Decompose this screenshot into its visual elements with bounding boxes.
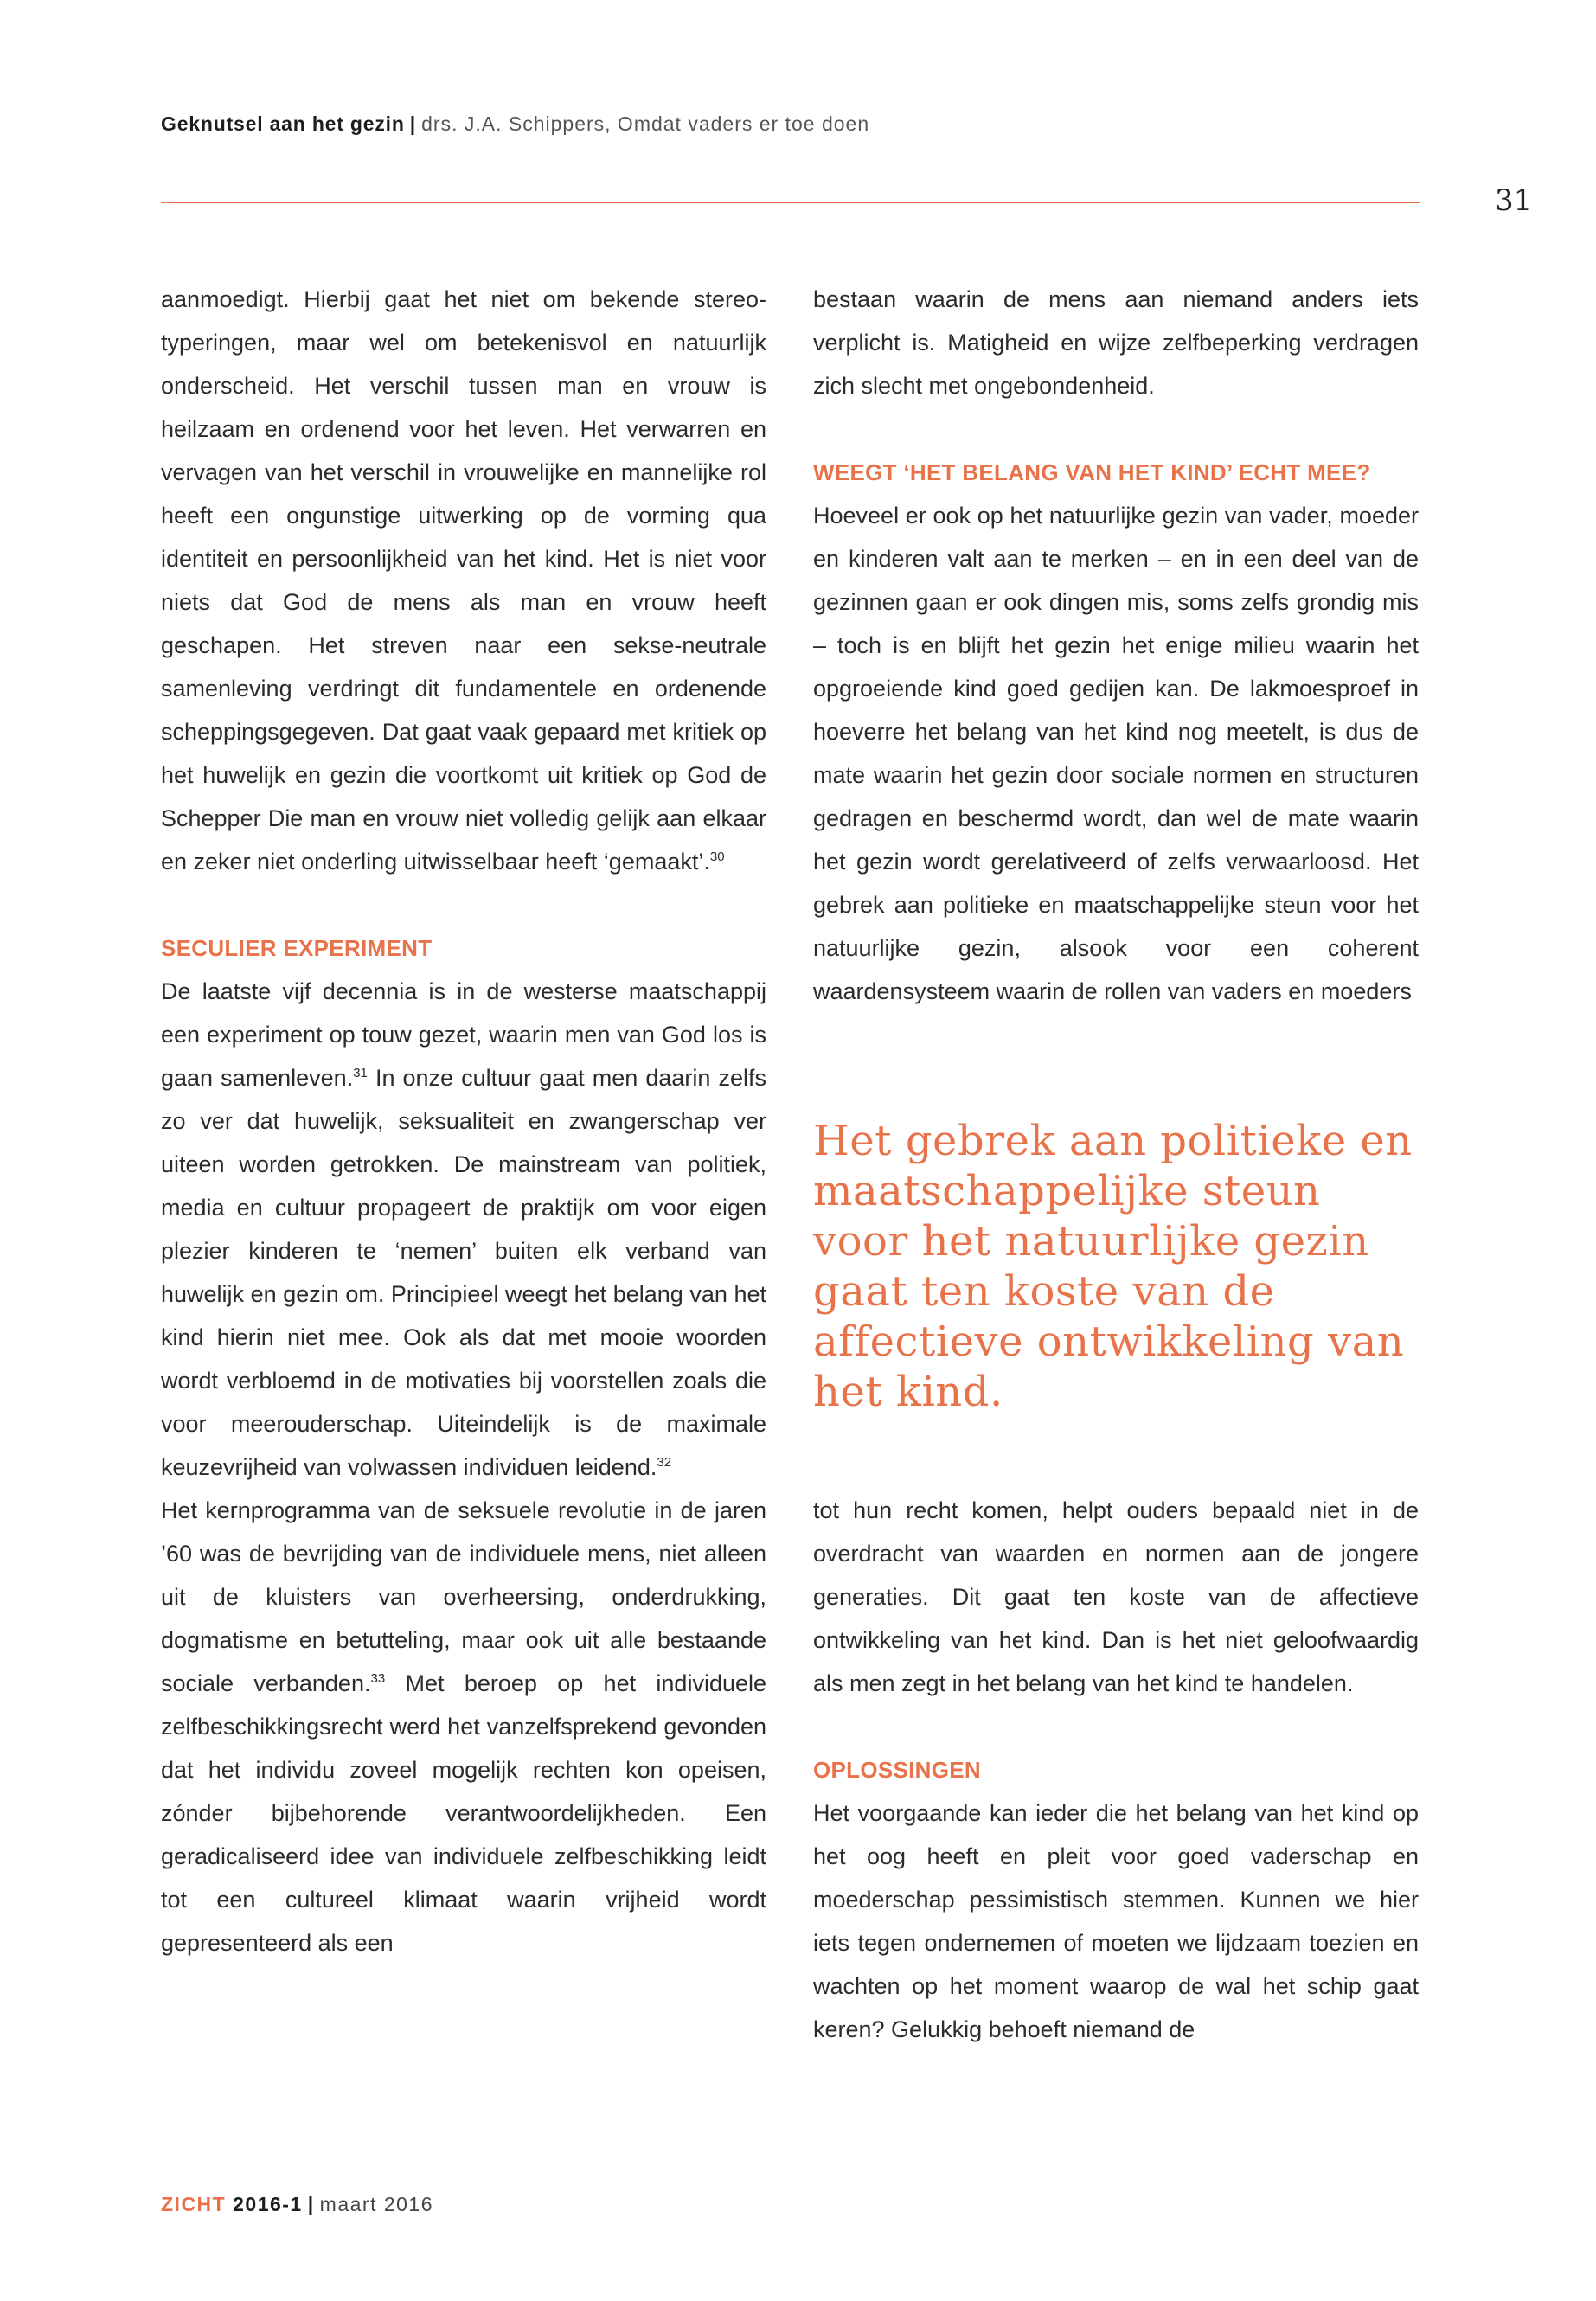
left-paragraph-3	[161, 1489, 766, 1965]
right-paragraph-1: bestaan waarin de mens aan niemand anders iets verplicht is. Matigheid en wijze zelfbeperking verdragen zich slecht met ongebondenheid.	[813, 286, 1419, 399]
header-subtitle: drs. J.A. Schippers, Omdat vaders er toe doen	[421, 112, 870, 135]
page-footer	[161, 2193, 433, 2216]
running-header	[161, 112, 869, 136]
right-paragraph-3: tot hun recht komen, helpt ouders bepaald niet in de overdracht van waarden en normen aan de jongere generaties. Dit gaat ten koste van de affectieve ontwikkeling van het kind. Dan is het niet geloofwaardig als men zegt in het belang van het kind te handelen.	[813, 1497, 1419, 1696]
page-number: 31	[1495, 183, 1533, 218]
section-heading-child-interest: WEEGT ‘HET BELANG VAN HET KIND’ ECHT MEE?	[813, 459, 1371, 485]
footnote-32: 32	[657, 1455, 672, 1470]
footer-separator: |	[307, 2193, 315, 2215]
header-separator: |	[409, 112, 417, 135]
header-title: Geknutsel aan het gezin	[161, 112, 405, 135]
left-paragraph-3a: Het kernprogramma van de seksuele revolutie in de jaren ’60 was de bevrijding van de individuele mens, niet alleen uit de kluisters van overheersing, onderdrukking, dogmatisme en betutteling, maar ook uit alle bestaande sociale verbanden.	[161, 1497, 766, 1696]
section-heading-solutions: OPLOSSINGEN	[813, 1757, 981, 1783]
left-column	[161, 278, 766, 1965]
left-paragraph-3b: Met beroep op het individuele zelfbeschikkingsrecht werd het vanzelfsprekend gevonden dat het individu zoveel mogelijk rechten kon opeisen, zónder bijbehorende verantwoordelijkheden. Een geradicaliseerd idee van individuele zelfbeschikking leidt tot een cultureel klimaat waarin vrijheid wordt gepresenteerd als een	[161, 1670, 767, 1956]
left-paragraph-1	[161, 278, 766, 883]
footer-issue: 2016-1	[233, 2193, 303, 2215]
right-paragraph-4: Het voorgaande kan ieder die het belang van het kind op het oog heeft en pleit voor goed vaderschap en moederschap pessimistisch stemmen. Kunnen we hier iets tegen ondernemen of moeten we lijdzaam toezien en wachten op het moment waarop de wal het schip gaat keren? Gelukkig behoeft niemand de	[813, 1800, 1419, 2042]
left-paragraph-2	[161, 970, 766, 1489]
footnote-30: 30	[709, 849, 725, 864]
footnote-31: 31	[353, 1066, 368, 1080]
footnote-33: 33	[370, 1671, 386, 1686]
header-rule	[161, 202, 1420, 203]
left-paragraph-1-text: aanmoedigt. Hierbij gaat het niet om bekende stereo-typeringen, maar wel om betekenisvol en natuurlijk onderscheid. Het verschil tussen man en vrouw is heilzaam en ordenend voor het leven. Het verwarren en vervagen van het verschil in vrouwelijke en mannelijke rol heeft een ongunstige uitwerking op de vorming qua identiteit en persoonlijkheid van het kind. Het is niet voor niets dat God de mens als man en vrouw heeft geschapen. Het streven naar een sekse-neutrale samenleving verdringt dit fundamentele en ordenende scheppingsgegeven. Dat gaat vaak gepaard met kritiek op het huwelijk en gezin die voortkomt uit kritiek op God de Schepper Die man en vrouw niet volledig gelijk aan elkaar en zeker niet onderling uitwisselbaar heeft ‘gemaakt’.	[161, 286, 766, 875]
right-paragraph-2: Hoeveel er ook op het natuurlijke gezin van vader, moeder en kinderen valt aan te merken – en in een deel van de gezinnen gaan er ook dingen mis, soms zelfs grondig mis – toch is en blijft het gezin het enige milieu waarin het opgroeiende kind goed gedijen kan. De lakmoesproef in hoeverre het belang van het kind nog meetelt, is dus de mate waarin het gezin door sociale normen en structuren gedragen en beschermd wordt, dan wel de mate waarin het gezin wordt gerelativeerd of zelfs verwaarloosd. Het gebrek aan politieke en maatschappelijke steun voor het natuurlijke gezin, alsook voor een coherent waardensysteem waarin de rollen van vaders en moeders	[813, 503, 1419, 1004]
left-paragraph-2a: De laatste vijf decennia is in de westerse maatschappij een experiment op touw gezet, waarin men van God los is gaan samenleven.	[161, 978, 766, 1091]
left-paragraph-2b: In onze cultuur gaat men daarin zelfs zo ver dat huwelijk, seksualiteit en zwangerschap ver uiteen worden getrokken. De mainstream van politiek, media en cultuur propageert de praktijk om voor eigen plezier kinderen te ‘nemen’ buiten elk verband van huwelijk en gezin om. Principieel weegt het belang van het kind hierin niet mee. Ook als dat met mooie woorden wordt verbloemd in de motivaties bij voorstellen zoals die voor meerouderschap. Uiteindelijk is de maximale keuzevrijheid van volwassen individuen leidend.	[161, 1065, 766, 1480]
footer-magazine: ZICHT	[161, 2193, 227, 2215]
pull-quote: Het gebrek aan politieke en maatschappelijke steun voor het natuurlijke gezin gaat ten koste van de affectieve ontwikkeling van het kind.	[813, 1117, 1413, 1416]
right-column-bottom	[813, 1489, 1419, 2051]
footer-date: maart 2016	[319, 2193, 434, 2215]
section-heading-secularism: SECULIER EXPERIMENT	[161, 935, 433, 961]
right-column-top	[813, 278, 1419, 1013]
